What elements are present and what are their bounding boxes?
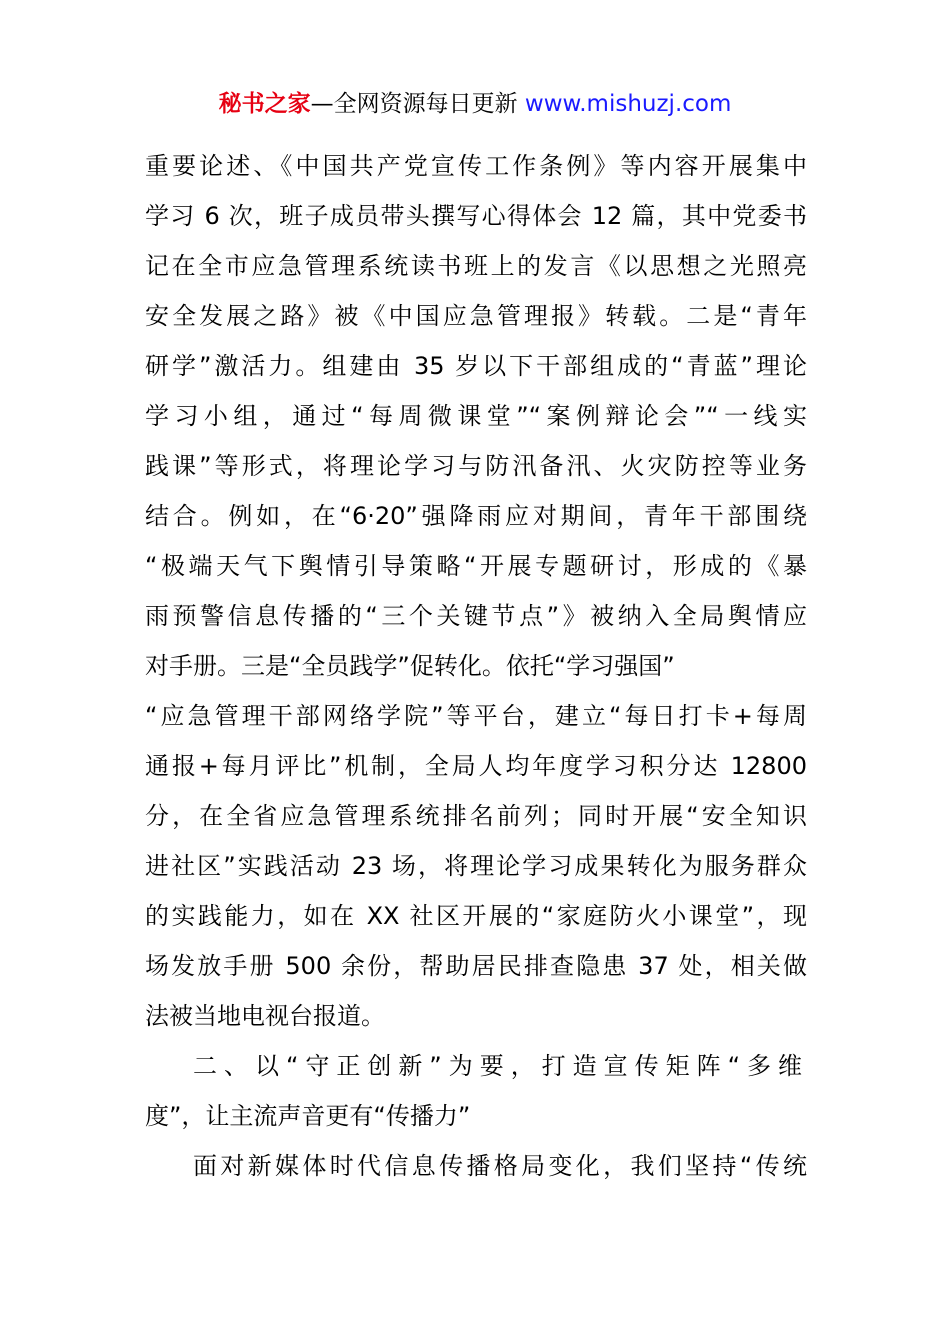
- text-line: “应急管理干部网络学院”等平台，建立“每日打卡+每周: [145, 702, 807, 730]
- section-heading-line: 度”，让主流声音更有“传播力”: [145, 1102, 471, 1130]
- page-header: [0, 86, 950, 122]
- text-line: 践课”等形式，将理论学习与防汛备汛、火灾防控等业务: [145, 452, 807, 480]
- text-line: 记在全市应急管理系统读书班上的发言《以思想之光照亮: [145, 252, 807, 280]
- text-line: 对手册。三是“全员践学”促转化。依托“学习强国”: [145, 652, 675, 680]
- text-line: 安全发展之路》被《中国应急管理报》转载。二是“青年: [145, 302, 807, 330]
- website-link[interactable]: www.mishuzj.com: [524, 91, 732, 117]
- text-line: 雨预警信息传播的“三个关键节点”》被纳入全局舆情应: [145, 602, 807, 630]
- text-line: 通报+每月评比”机制，全局人均年度学习积分达 12800: [145, 752, 807, 780]
- text-line: 进社区”实践活动 23 场，将理论学习成果转化为服务群众: [145, 852, 807, 880]
- brand-name: 秘书之家: [218, 91, 311, 117]
- text-line: 法被当地电视台报道。: [145, 1002, 385, 1030]
- text-line: 研学”激活力。组建由 35 岁以下干部组成的“青蓝”理论: [145, 352, 807, 380]
- text-line: 结合。例如，在“6·20”强降雨应对期间，青年干部围绕: [145, 502, 807, 530]
- header-tagline: —全网资源每日更新: [310, 91, 525, 117]
- text-line: 学习 6 次，班子成员带头撰写心得体会 12 篇，其中党委书: [145, 202, 807, 230]
- text-line: 场发放手册 500 余份，帮助居民排查隐患 37 处，相关做: [145, 952, 807, 980]
- text-line: 重要论述、《中国共产党宣传工作条例》等内容开展集中: [145, 152, 807, 180]
- text-line: 分，在全省应急管理系统排名前列；同时开展“安全知识: [145, 802, 807, 830]
- text-line: 面对新媒体时代信息传播格局变化，我们坚持“传统: [193, 1152, 807, 1180]
- text-line: 学习小组，通过“每周微课堂”“案例辩论会”“一线实: [145, 402, 807, 430]
- text-line: “极端天气下舆情引导策略“开展专题研讨，形成的《暴: [145, 552, 807, 580]
- document-body: [145, 146, 807, 1196]
- text-line: 的实践能力，如在 XX 社区开展的“家庭防火小课堂”，现: [145, 902, 807, 930]
- section-heading-line: 二、以“守正创新”为要，打造宣传矩阵“多维: [193, 1052, 807, 1080]
